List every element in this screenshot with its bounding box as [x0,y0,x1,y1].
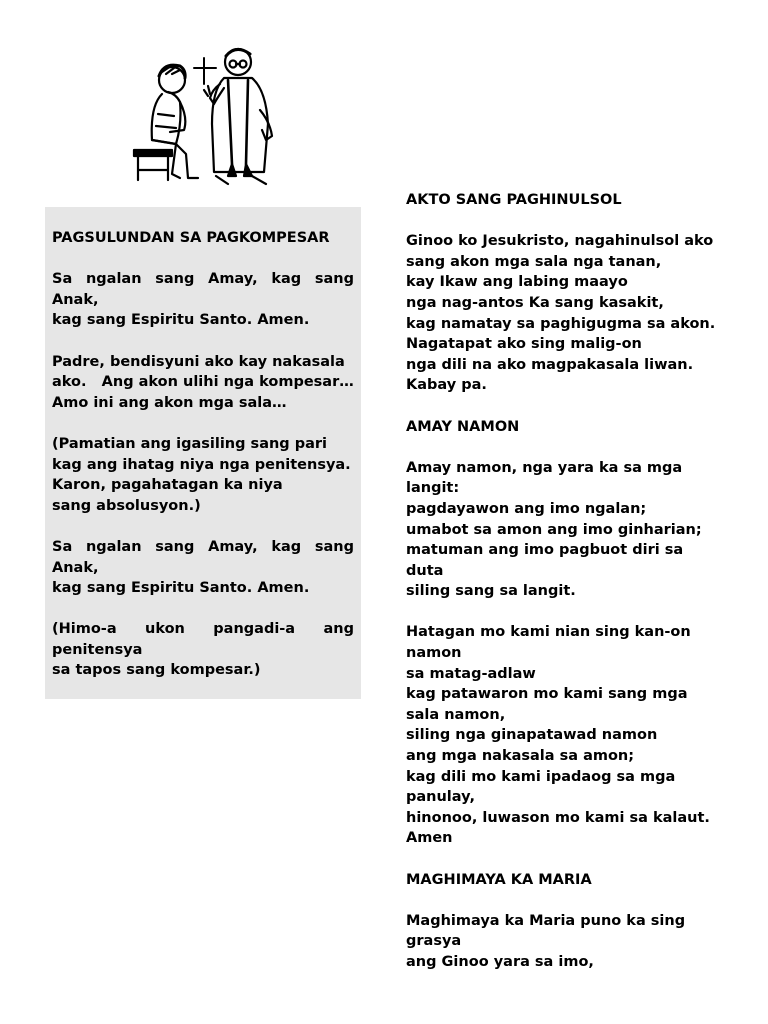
penance-line-3: sa tapos sang kompesar.) [52,662,261,679]
prayer-line: Maghimaya ka Maria puno ka sing [406,912,686,929]
prayer-line: kag dili mo kami ipadaog sa mga [406,768,676,785]
prayer-line: hinonoo, luwason mo kami sa kalaut. [406,809,710,826]
prayer-line: pagdayawon ang imo ngalan; [406,500,647,517]
prayer-line: Hatagan mo kami nian sing kan-on [406,624,691,641]
prayer-line: siling nga ginapatawad namon [406,727,658,744]
prayer-line: grasya [406,933,462,950]
instruction-line-3: Karon, pagahatagan ka niya [52,477,283,494]
prayer-line: kag namatay sa paghigugma sa akon. [406,315,716,332]
prayer-line: siling sang sa langit. [406,583,576,600]
prayer-line: langit: [406,480,460,497]
act-of-contrition-text [406,231,746,396]
instruction-line-2: kag ang ihatag niya nga penitensya. [52,456,351,473]
hail-mary-text [406,911,746,973]
prayer-line: matuman ang imo pagbuot diri sa [406,542,684,559]
prayer-line: sa matag-adlaw [406,665,536,682]
confession-illustration [128,44,278,186]
prayer-line: Ginoo ko Jesukristo, nagahinulsol ako [406,233,714,250]
opening-line-1: Padre, bendisyuni ako kay nakasala [52,353,345,370]
prayer-line: nga dili na ako magpakasala liwan. [406,356,694,373]
prayer-line: Amen [406,830,453,847]
sign-of-cross-line-1: Sa ngalan sang Amay, kag sang [52,271,354,288]
closing-sign-line-1: Sa ngalan sang Amay, kag sang [52,538,354,555]
sign-of-cross-line-3: kag sang Espiritu Santo. Amen. [52,312,310,329]
closing-sign-line-2: Anak, [52,559,99,576]
hail-mary-title: MAGHIMAYA KA MARIA [406,871,592,888]
prayer-line: sang akon mga sala nga tanan, [406,253,662,270]
sign-of-cross-line-2: Anak, [52,291,99,308]
opening-line-3: Amo ini ang akon mga sala… [52,394,287,411]
act-of-contrition-title: AKTO SANG PAGHINULSOL [406,192,622,208]
opening-line-2: ako. Ang akon ulihi nga kompesar… [52,374,354,391]
prayer-line: namon [406,645,462,662]
prayer-line: panulay, [406,789,475,806]
prayer-line: nga nag-antos Ka sang kasakit, [406,294,664,311]
prayer-line: Nagatapat ako sing malig-on [406,336,642,353]
confession-guide-title: PAGSULUNDAN SA PAGKOMPESAR [52,230,330,246]
prayer-line: umabot sa amon ang imo ginharian; [406,521,702,538]
our-father-text-2 [406,622,746,849]
closing-sign-line-3: kag sang Espiritu Santo. Amen. [52,580,310,597]
our-father-title: AMAY NAMON [406,418,520,435]
instruction-line-1: (Pamatian ang igasiling sang pari [52,435,328,452]
prayer-line: Kabay pa. [406,377,487,394]
penance-line-2: penitensya [52,641,143,658]
instruction-line-4: sang absolusyon.) [52,497,201,514]
prayer-line: kag patawaron mo kami sang mga [406,686,688,703]
prayer-line: sala namon, [406,706,506,723]
prayers-column [406,190,746,973]
prayer-line: Amay namon, nga yara ka sa mga [406,459,683,476]
our-father-text-1 [406,458,746,602]
penance-line-1: (Himo-a ukon pangadi-a ang [52,621,354,638]
prayer-line: ang Ginoo yara sa imo, [406,953,594,970]
confession-guide-box [45,207,361,699]
prayer-line: ang mga nakasala sa amon; [406,748,635,765]
prayer-line: kay Ikaw ang labing maayo [406,274,628,291]
prayer-line: duta [406,562,444,579]
